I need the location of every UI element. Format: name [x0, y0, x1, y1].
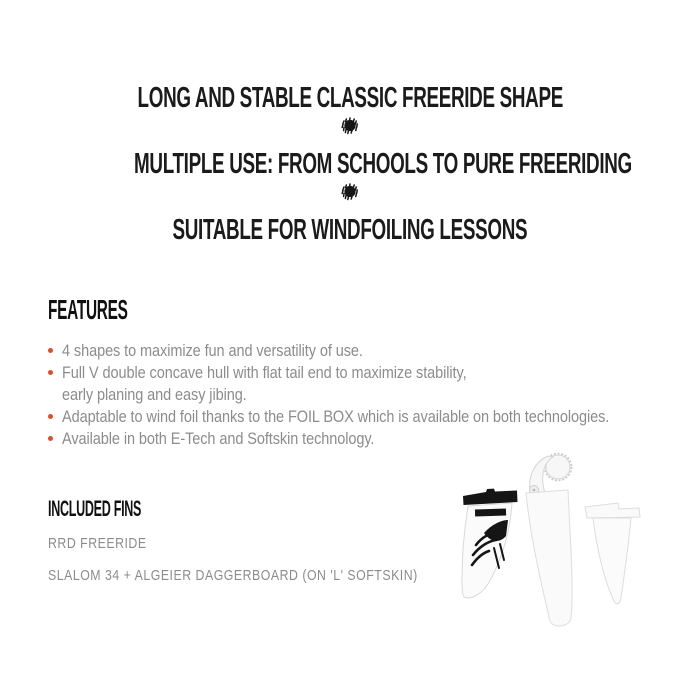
included-fins-section: [48, 498, 468, 584]
scribble-dot-icon: [340, 182, 360, 201]
headline-1: [0, 84, 700, 113]
bullet-dot-icon: [48, 370, 53, 375]
included-fins-line-2: SLALOM 34 + ALGEIER DAGGERBOARD (ON 'L' SOFTSKIN): [48, 568, 418, 584]
feature-item: [48, 406, 688, 428]
feature-text: Available in both E-Tech and Softskin technology.: [62, 430, 375, 448]
features-title: FEATURES: [48, 294, 128, 325]
headline-1-text: LONG AND STABLE CLASSIC FREERIDE SHAPE: [137, 82, 563, 114]
headline-2: [0, 150, 700, 179]
headline-3: [0, 216, 700, 245]
feature-item: [48, 340, 688, 362]
slalom-fin-image: [585, 503, 640, 604]
headline-block: [0, 84, 700, 245]
included-fins-photo: [448, 440, 658, 665]
separator-2: [0, 182, 700, 200]
scribble-dot-icon: [340, 116, 360, 135]
feature-item: [48, 362, 688, 406]
features-list: [48, 340, 688, 450]
bullet-dot-icon: [48, 348, 53, 353]
feature-text: Full V double concave hull with flat tail end to maximize stability,: [62, 364, 467, 382]
feature-text: 4 shapes to maximize fun and versatility of use.: [62, 342, 363, 360]
headline-3-text: SUITABLE FOR WINDFOILING LESSONS: [172, 214, 528, 246]
included-fins-line-1: RRD FREERIDE: [48, 536, 147, 552]
feature-text: Adaptable to wind foil thanks to the FOIL BOX which is available on both technologies.: [62, 408, 610, 426]
included-fins-title: INCLUDED FINS: [48, 496, 142, 521]
headline-2-text: MULTIPLE USE: FROM SCHOOLS TO PURE FREERIDING: [134, 148, 632, 180]
feature-text: early planing and easy jibing.: [62, 386, 247, 404]
bullet-dot-icon: [48, 414, 53, 419]
separator-1: [0, 116, 700, 134]
bullet-dot-icon: [48, 436, 53, 441]
daggerboard-image: [526, 454, 572, 627]
features-section: [48, 296, 688, 450]
freeride-fin-image: [462, 489, 518, 598]
